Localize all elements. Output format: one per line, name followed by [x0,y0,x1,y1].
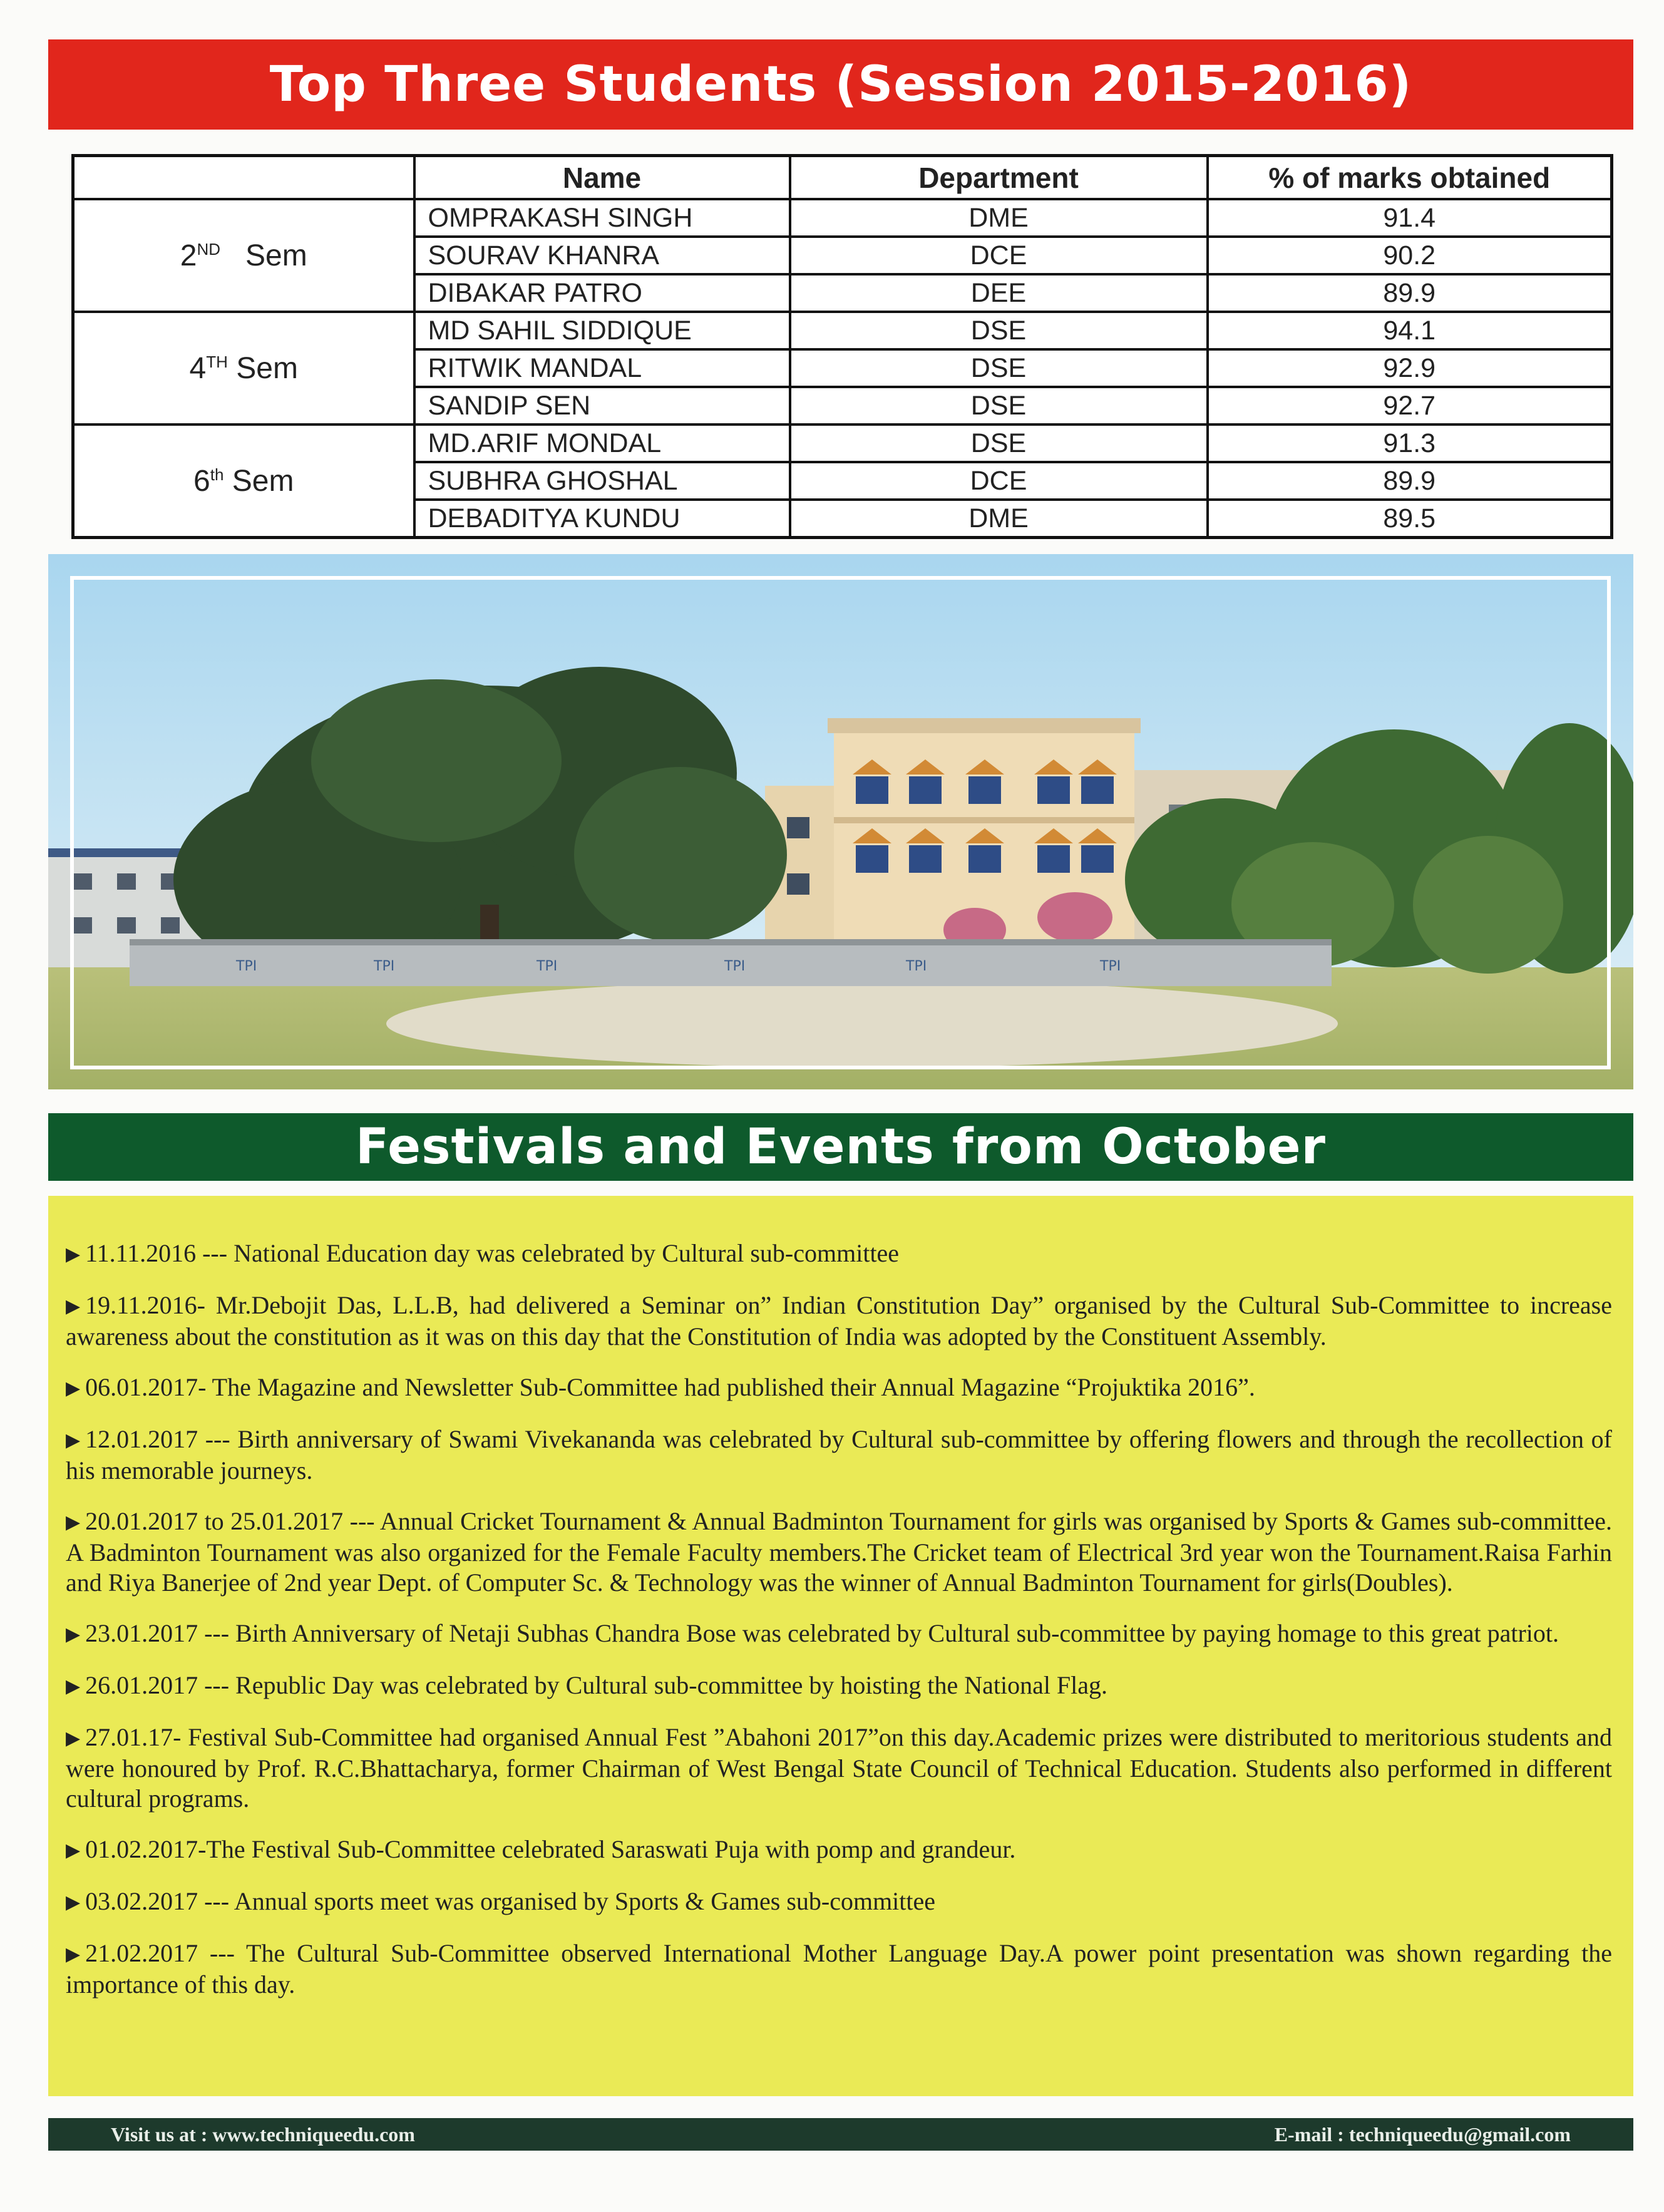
list-item: ▶ 01.02.2017-The Festival Sub-Committee celebrated Saraswati Puja with pomp and grandeur. [66,1834,1612,1866]
student-department: DCE [790,237,1208,274]
right-triangle-icon: ▶ [66,1728,81,1749]
semester-cell: 4TH Sem [73,312,414,424]
top-students-banner: Top Three Students (Session 2015-2016) [48,39,1633,130]
student-marks: 94.1 [1208,312,1612,349]
list-item: ▶ 27.01.17- Festival Sub-Committee had organised Annual Fest ”Abahoni 2017”on this day.Academic prizes were distributed to meritorious students and were honoured by Prof. R.C.Bhattacharya, former Chairman of West Bengal State Council of Technical Education. Students also performed in different cultural programs. [66,1723,1612,1813]
student-marks: 92.9 [1208,349,1612,387]
student-marks: 91.3 [1208,424,1612,462]
events-banner: Festivals and Events from October [48,1113,1633,1181]
table-row [73,312,1612,349]
top-students-table [71,154,1613,539]
header-department: Department [790,156,1208,200]
right-triangle-icon: ▶ [66,1892,81,1913]
student-name: OMPRAKASH SINGH [414,199,790,237]
student-department: DSE [790,349,1208,387]
campus-photo [48,554,1633,1089]
student-marks: 90.2 [1208,237,1612,274]
student-name: MD SAHIL SIDDIQUE [414,312,790,349]
list-item: ▶ 11.11.2016 --- National Education day was celebrated by Cultural sub-committee [66,1238,1612,1270]
list-item: ▶ 19.11.2016- Mr.Debojit Das, L.L.B, had delivered a Seminar on” Indian Constitution Day” organised by the Cultural Sub-Committee to increase awareness about the constitution as it was on this day that the Constitution of India was adopted by the Constituent Assembly. [66,1291,1612,1350]
list-item: ▶ 06.01.2017- The Magazine and Newsletter Sub-Committee had published their Annual Magazine “Projuktika 2016”. [66,1372,1612,1404]
wall-sign-text: TPI [374,959,395,974]
student-department: DME [790,199,1208,237]
student-marks: 89.5 [1208,500,1612,538]
student-marks: 89.9 [1208,274,1612,312]
right-triangle-icon: ▶ [66,1840,81,1861]
table-header-row [73,156,1612,200]
right-triangle-icon: ▶ [66,1944,81,1965]
student-department: DCE [790,462,1208,500]
list-item: ▶ 03.02.2017 --- Annual sports meet was organised by Sports & Games sub-committee [66,1886,1612,1918]
student-marks: 92.7 [1208,387,1612,424]
list-item: ▶ 23.01.2017 --- Birth Anniversary of Netaji Subhas Chandra Bose was celebrated by Cultural sub-committee by paying homage to this great patriot. [66,1618,1612,1650]
table-row [73,199,1612,237]
right-triangle-icon: ▶ [66,1676,81,1697]
student-department: DSE [790,387,1208,424]
right-triangle-icon: ▶ [66,1512,81,1533]
wall-sign-text: TPI [906,959,927,974]
student-name: DEBADITYA KUNDU [414,500,790,538]
header-marks: % of marks obtained [1208,156,1612,200]
semester-cell: 2ND Sem [73,199,414,312]
student-department: DSE [790,312,1208,349]
events-list [48,1196,1633,2096]
student-marks: 91.4 [1208,199,1612,237]
header-name: Name [414,156,790,200]
student-name: DIBAKAR PATRO [414,274,790,312]
list-item: ▶ 20.01.2017 to 25.01.2017 --- Annual Cricket Tournament & Annual Badminton Tournament for girls was organised by Sports & Games sub-committee. A Badminton Tournament was also organized for the Female Faculty members.The Cricket team of Electrical 3rd year won the Tournament.Raisa Farhin and Riya Banerjee of 2nd year Dept. of Computer Sc. & Technology was the winner of Annual Badminton Tournament for girls(Doubles). [66,1507,1612,1597]
student-department: DSE [790,424,1208,462]
email-link[interactable]: E-mail : techniqueedu@gmail.com [1274,2123,1571,2146]
semester-cell: 6th Sem [73,424,414,538]
right-triangle-icon: ▶ [66,1296,81,1317]
list-item: ▶ 21.02.2017 --- The Cultural Sub-Committee observed International Mother Language Day.A power point presentation was shown regarding the importance of this day. [66,1939,1612,1999]
student-name: SUBHRA GHOSHAL [414,462,790,500]
header-blank-cell [73,156,414,200]
website-link[interactable]: Visit us at : www.techniqueedu.com [111,2123,415,2146]
wall-sign-text: TPI [537,959,558,974]
student-name: RITWIK MANDAL [414,349,790,387]
footer-bar [48,2118,1633,2151]
wall-sign-text: TPI [1100,959,1121,974]
list-item: ▶ 12.01.2017 --- Birth anniversary of Swami Vivekananda was celebrated by Cultural sub-committee by offering flowers and through the recollection of his memorable journeys. [66,1425,1612,1484]
wall-sign-text: TPI [236,959,257,974]
student-department: DEE [790,274,1208,312]
right-triangle-icon: ▶ [66,1624,81,1645]
student-name: SOURAV KHANRA [414,237,790,274]
student-marks: 89.9 [1208,462,1612,500]
right-triangle-icon: ▶ [66,1244,81,1265]
wall-sign-text: TPI [724,959,746,974]
student-department: DME [790,500,1208,538]
student-name: SANDIP SEN [414,387,790,424]
table-row [73,424,1612,462]
student-name: MD.ARIF MONDAL [414,424,790,462]
right-triangle-icon: ▶ [66,1430,81,1451]
right-triangle-icon: ▶ [66,1378,81,1399]
list-item: ▶ 26.01.2017 --- Republic Day was celebrated by Cultural sub-committee by hoisting the National Flag. [66,1670,1612,1702]
